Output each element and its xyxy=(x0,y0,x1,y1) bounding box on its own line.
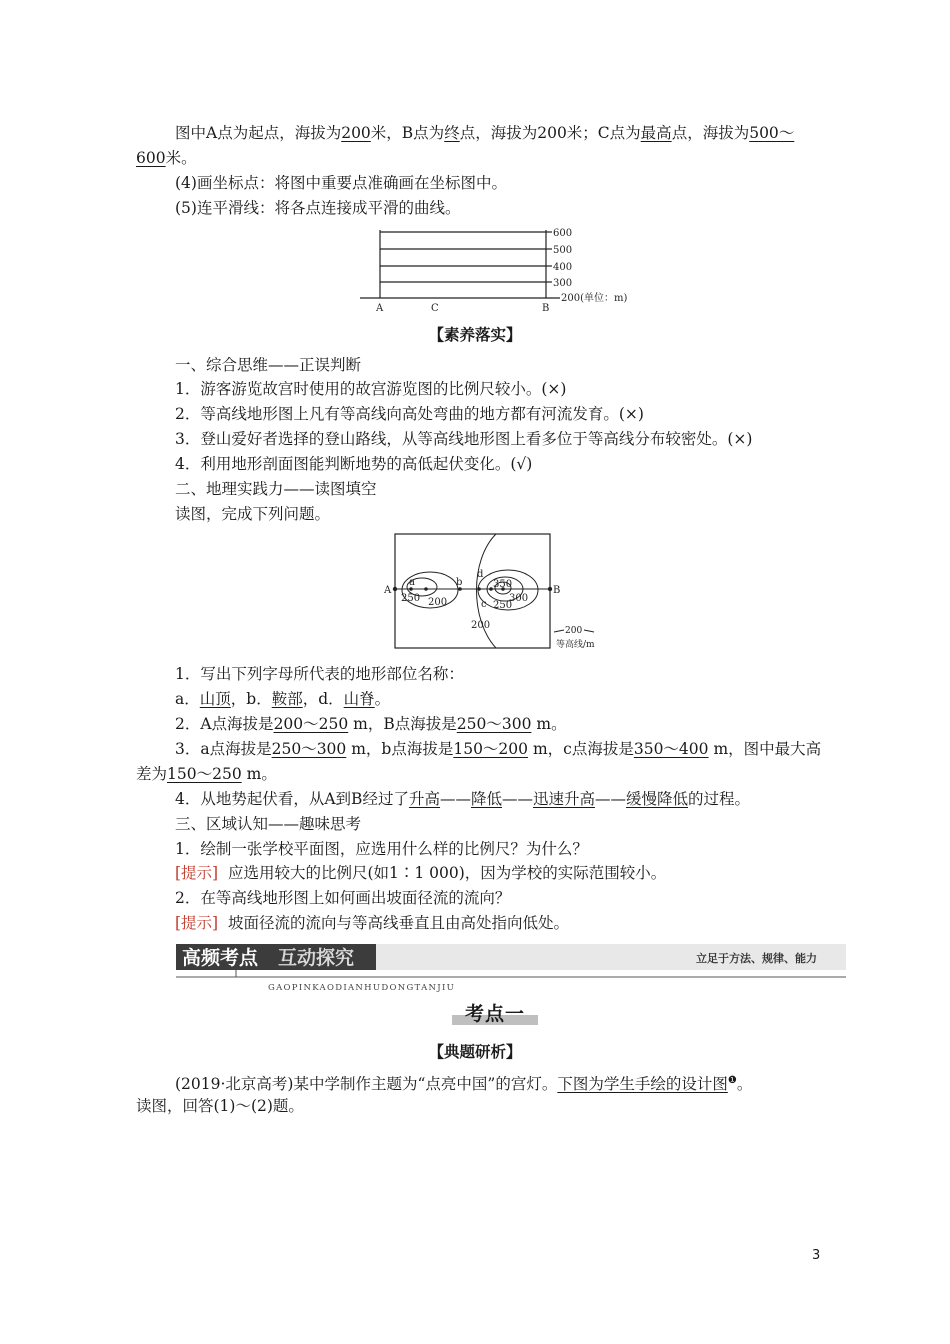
point-d-dot xyxy=(477,587,481,591)
label-b-upper: B xyxy=(553,585,561,596)
answer-blank: 200 xyxy=(341,124,371,142)
answer-blank: 山脊 xyxy=(343,690,375,708)
text-span: m，B点海拔是 xyxy=(353,715,457,733)
kaodian-heading xyxy=(452,1003,538,1025)
legend xyxy=(554,626,595,650)
text-span: 图中A点为起点，海拔为 xyxy=(175,124,342,142)
answer-blank: 终 xyxy=(444,124,460,142)
contour-label-200: 200 xyxy=(428,597,448,608)
label-b-lower: b xyxy=(456,577,463,588)
answer-blank: 250～300 xyxy=(271,740,347,758)
label-a-lower: a xyxy=(409,577,415,588)
suyang-title: 【素养落实】 xyxy=(428,325,522,344)
text-span: 。 xyxy=(736,1075,753,1094)
point-a-dot xyxy=(393,587,397,591)
text-span: 差为 xyxy=(136,765,168,783)
text-span: ，b． xyxy=(230,690,272,708)
hint-2 xyxy=(175,912,569,934)
text-span: 点，海拔为 xyxy=(671,124,750,142)
hint-label: [提示] xyxy=(175,914,219,932)
text-span: 米。 xyxy=(165,149,197,167)
text-span: a． xyxy=(175,690,200,708)
point-summit-dot xyxy=(424,587,428,591)
text-span: m。 xyxy=(246,765,277,783)
answer-blank: 山顶 xyxy=(199,690,231,708)
answer-blank: 250～300 xyxy=(456,715,532,733)
text-span: m，c点海拔是 xyxy=(532,740,634,758)
y-label-400: 400 xyxy=(553,262,573,273)
answer-blank: 200～250 xyxy=(273,715,349,733)
judge-item: 1．游客游览故宫时使用的故宫游览图的比例尺较小。(×) xyxy=(175,380,567,398)
question-2 xyxy=(175,713,567,735)
text-line xyxy=(175,122,794,144)
judge-item: 2．等高线地形图上凡有等高线向高处弯曲的地方都有河流发育。(×) xyxy=(175,405,644,423)
base-label: 200(单位：m) xyxy=(561,293,628,304)
answer-blank: 降低 xyxy=(470,790,502,808)
answer-blank: 迅速升高 xyxy=(532,790,595,808)
label-a-upper: A xyxy=(384,585,392,596)
example-question-cont: 读图，回答(1)～(2)题。 xyxy=(136,1097,304,1115)
contour-label-350: 350 xyxy=(493,579,513,590)
answer-blank: 升高 xyxy=(408,790,440,808)
x-label-b: B xyxy=(542,303,550,314)
text-span: m，图中最大高 xyxy=(713,740,822,758)
text-span: m。 xyxy=(536,715,567,733)
text-span: 的过程。 xyxy=(688,790,751,808)
text-span: m，b点海拔是 xyxy=(351,740,454,758)
text-span: 4．从地势起伏看，从A到B经过了 xyxy=(175,790,409,808)
judge-item: 4．利用地形剖面图能判断地势的高低起伏变化。(√) xyxy=(175,455,533,473)
profile-grid-figure xyxy=(360,224,650,316)
judge-item: 3．登山爱好者选择的登山路线，从等高线地形图上看多位于等高线分布较密处。(×) xyxy=(175,430,753,448)
y-label-300: 300 xyxy=(553,278,573,289)
banner-slogan: 立足于方法、规律、能力 xyxy=(696,952,817,965)
contour-map-figure xyxy=(378,530,618,652)
section-2-title: 二、地理实践力——读图填空 xyxy=(175,480,377,498)
hint-label: [提示] xyxy=(175,864,219,882)
question-3 xyxy=(175,738,821,760)
section-1-title: 一、综合思维——正误判断 xyxy=(175,356,362,374)
question-1-answers xyxy=(175,688,390,710)
contour-label-250: 250 xyxy=(401,593,421,604)
contour-label-200b: 200 xyxy=(471,620,491,631)
answer-blank: 500～ xyxy=(749,124,795,142)
text-span: 2．A点海拔是 xyxy=(175,715,274,733)
text-span: 3．a点海拔是 xyxy=(175,740,272,758)
think-question-2: 2．在等高线地形图上如何画出坡面径流的流向？ xyxy=(175,889,511,907)
x-label-c: C xyxy=(431,303,439,314)
y-label-500: 500 xyxy=(553,245,573,256)
text-span: —— xyxy=(501,790,533,808)
kaodian-text: 考点一 xyxy=(464,1003,525,1025)
think-question-1: 1．绘制一张学校平面图，应选用什么样的比例尺？为什么？ xyxy=(175,840,588,858)
answer-blank: 150～200 xyxy=(453,740,529,758)
answer-blank: 鞍部 xyxy=(271,690,303,708)
read-prompt: 读图，完成下列问题。 xyxy=(175,505,331,523)
text-line xyxy=(136,147,197,169)
text-span: 点，海拔为200米；C点为 xyxy=(459,124,641,142)
example-question xyxy=(175,1070,752,1095)
point-b-dot xyxy=(548,587,552,591)
question-3-cont xyxy=(136,763,277,785)
section-banner xyxy=(176,944,846,996)
legend-text: 等高线/m xyxy=(556,640,595,650)
answer-blank: 600 xyxy=(136,149,166,167)
text-span: 。 xyxy=(374,690,391,708)
banner-title-a: 高频考点 xyxy=(182,947,259,969)
question-4 xyxy=(175,788,750,810)
answer-blank: 350～400 xyxy=(633,740,709,758)
contour-label-300: 300 xyxy=(509,593,529,604)
answer-blank: 最高 xyxy=(640,124,672,142)
legend-value: 200 xyxy=(565,626,583,636)
hint-text: 应选用较大的比例尺(如1∶1 000)，因为学校的实际范围较小。 xyxy=(227,864,667,882)
page-number: 3 xyxy=(812,1248,821,1263)
question-1: 1．写出下列字母所代表的地形部位名称： xyxy=(175,665,464,683)
step-5: (5)连平滑线：将各点连接成平滑的曲线。 xyxy=(175,199,461,217)
text-span: (2019·北京高考)某中学制作主题为“点亮中国”的宫灯。 xyxy=(175,1075,558,1094)
section-3-title: 三、区域认知——趣味思考 xyxy=(175,815,362,833)
text-span: ，d． xyxy=(302,690,344,708)
banner-title-b: 互动探究 xyxy=(278,947,355,969)
contour-label-250b: 250 xyxy=(493,600,513,611)
x-label-a: A xyxy=(376,303,384,314)
underlined-text: 下图为学生手绘的设计图 xyxy=(557,1075,728,1094)
note-marker: ❶ xyxy=(727,1075,737,1086)
step-4: (4)画坐标点：将图中重要点准确画在坐标图中。 xyxy=(175,174,507,192)
answer-blank: 缓慢降低 xyxy=(626,790,689,808)
text-span: —— xyxy=(439,790,471,808)
label-c: c xyxy=(481,599,487,610)
y-label-600: 600 xyxy=(553,228,573,239)
hint-1 xyxy=(175,862,666,884)
banner-pinyin: GAOPINKAODIANHUDONGTANJIU xyxy=(268,983,456,993)
text-span: 米，B点为 xyxy=(370,124,445,142)
label-d: d xyxy=(477,569,484,580)
text-span: —— xyxy=(595,790,626,808)
dianti-title: 【典题研析】 xyxy=(428,1042,522,1061)
hint-text: 坡面径流的流向与等高线垂直且由高处指向低处。 xyxy=(227,914,569,932)
answer-blank: 150～250 xyxy=(167,765,242,783)
